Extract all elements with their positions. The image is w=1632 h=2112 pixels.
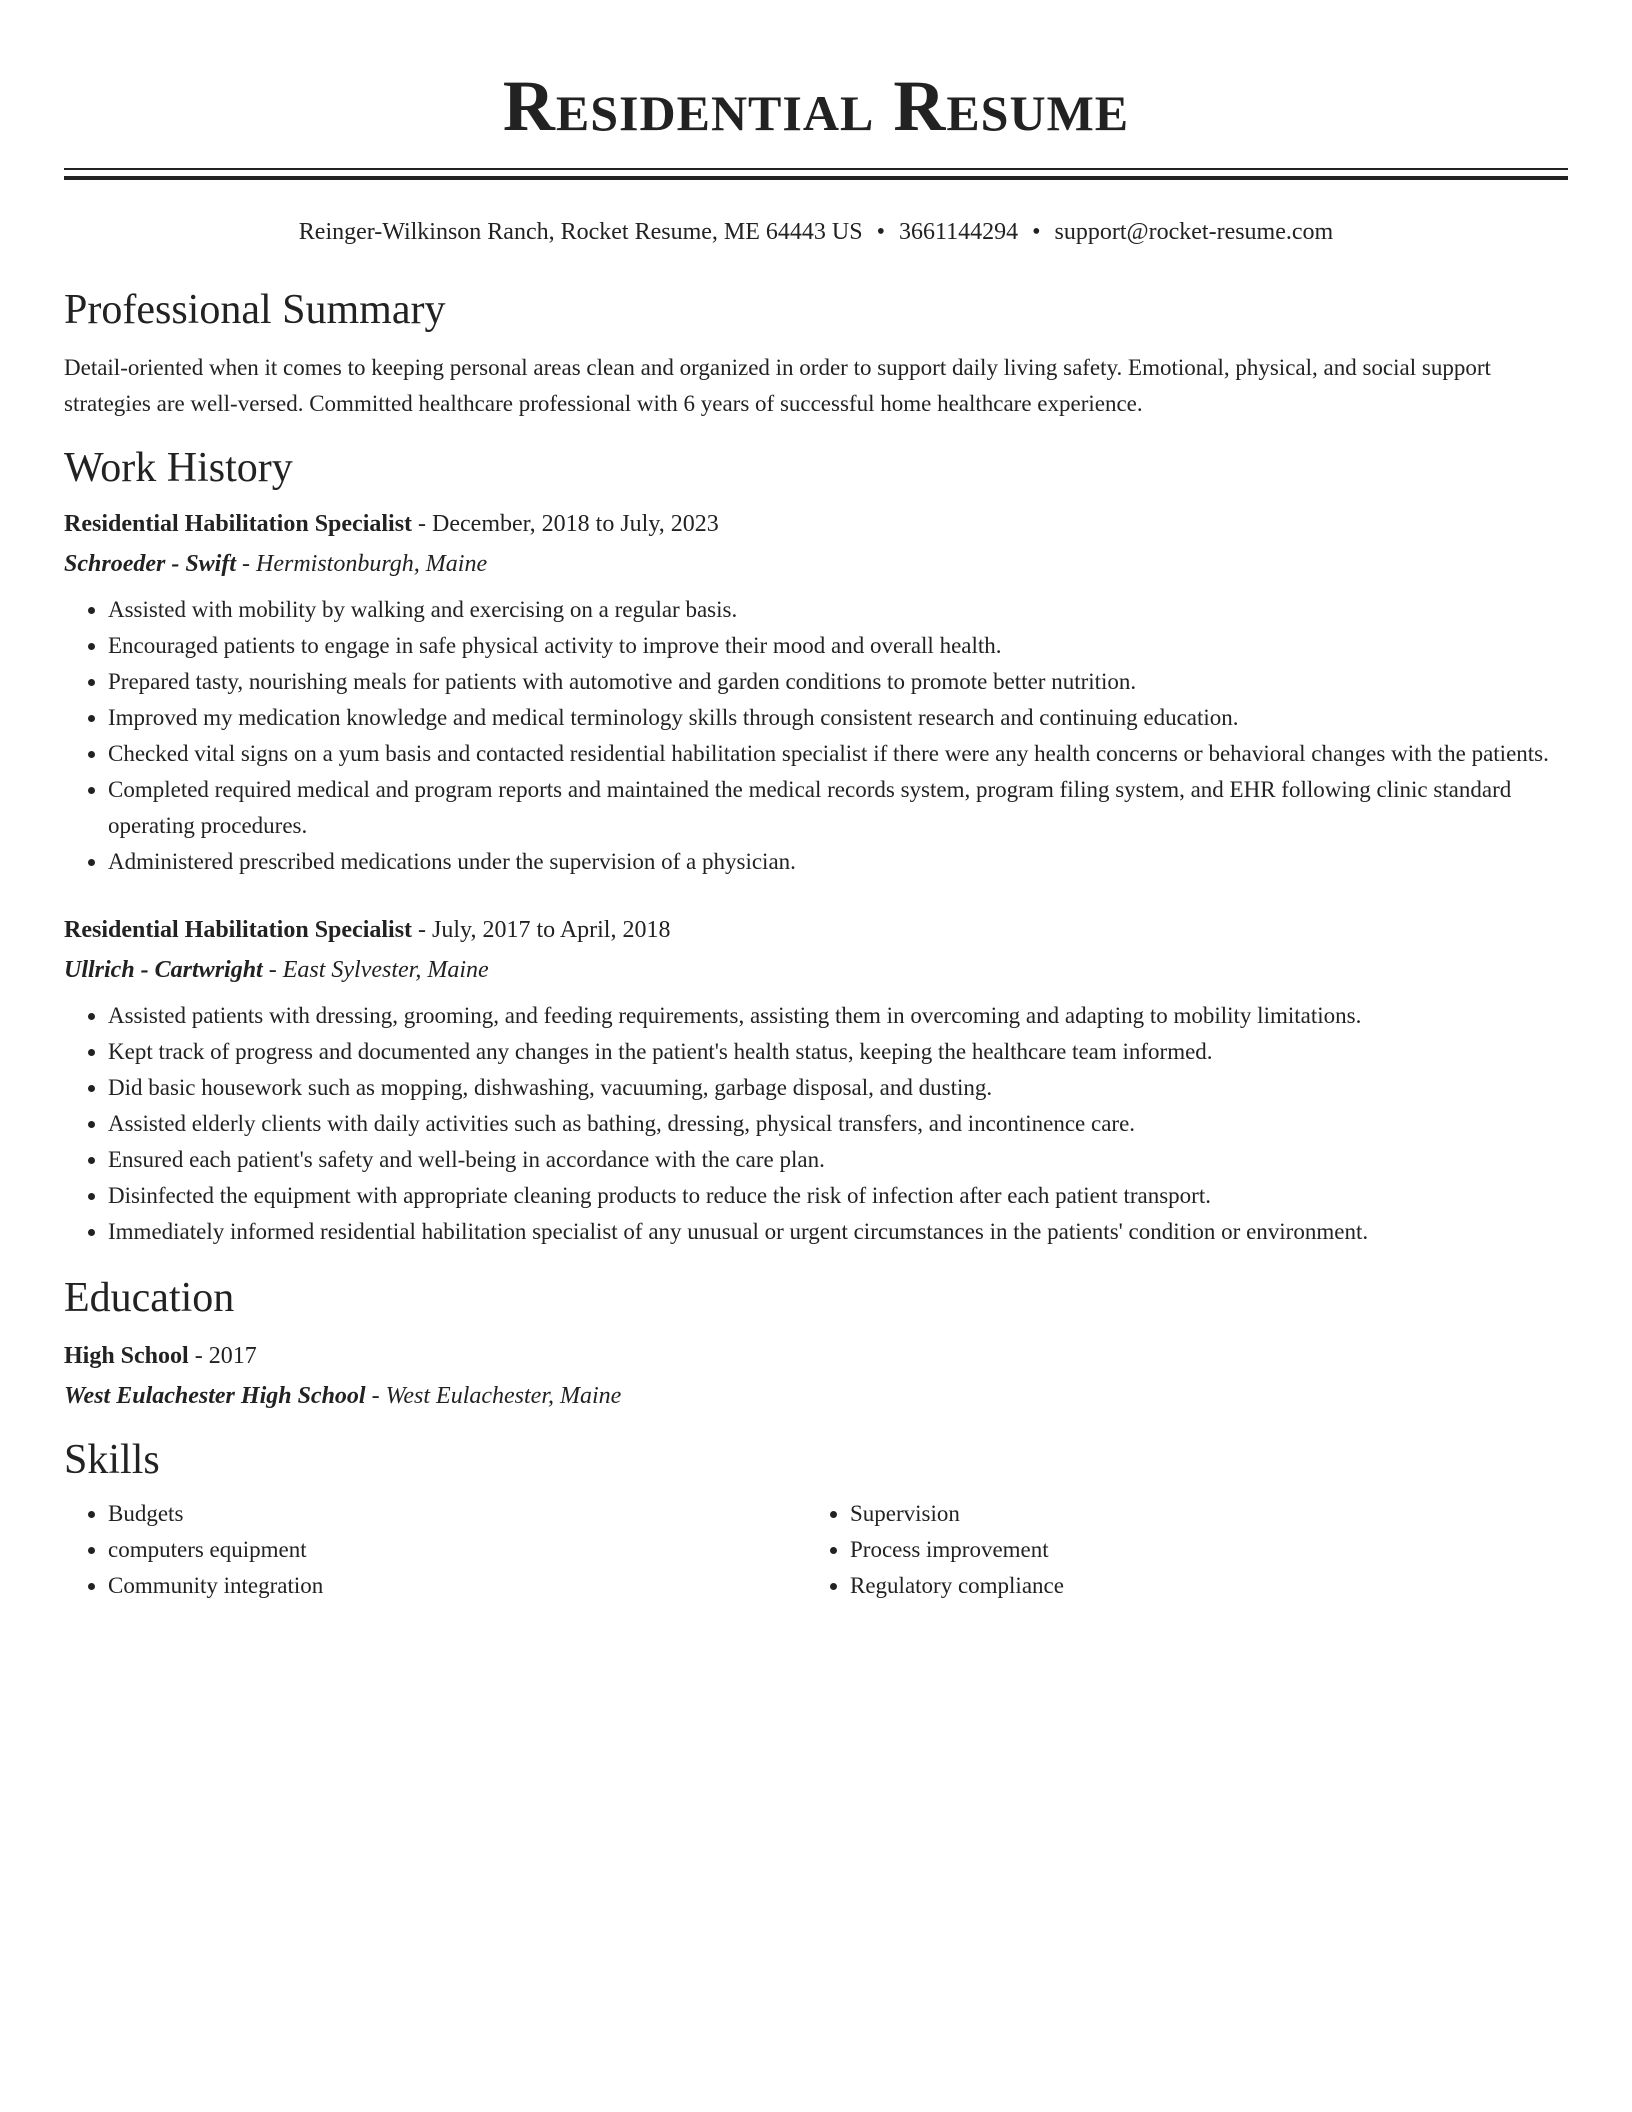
job-company-line	[64, 544, 1568, 584]
skills-columns	[64, 1496, 1568, 1604]
job-company-line	[64, 950, 1568, 990]
skills-heading: Skills	[64, 1437, 160, 1483]
job-header	[64, 910, 1568, 950]
list-item: • Prepared tasty, nourishing meals for patients with automotive and garden conditions to promote better nutrition.	[108, 664, 1568, 700]
list-item: • Kept track of progress and documented any changes in the patient's health status, keeping the healthcare team informed.	[108, 1034, 1568, 1070]
job-header	[64, 504, 1568, 544]
skill-item: • Regulatory compliance	[850, 1568, 1548, 1604]
skills-list-left	[64, 1496, 806, 1604]
header-rule-thin	[64, 168, 1568, 170]
list-item: • Disinfected the equipment with appropriate cleaning products to reduce the risk of infection after each patient transport.	[108, 1178, 1568, 1214]
contact-email: support@rocket-resume.com	[1054, 219, 1334, 245]
contact-separator: •	[1032, 219, 1041, 245]
skills-list-right	[806, 1496, 1548, 1604]
summary-text: Detail-oriented when it comes to keeping personal areas clean and organized in order to support daily living safety. Emotional, physical, and social support strategies are well-versed. Committed healthcare professional with 6 years of successful home healthcare experience.	[64, 355, 1491, 416]
list-item: • Encouraged patients to engage in safe physical activity to improve their mood and overall health.	[108, 628, 1568, 664]
skill-item: • computers equipment	[108, 1532, 806, 1568]
header-rule-thick	[64, 176, 1568, 180]
job-entry	[64, 910, 1568, 1250]
job-role: Residential Habilitation Specialist	[64, 511, 413, 537]
job-company: Schroeder - Swift	[64, 551, 237, 577]
education-entry	[64, 1336, 1568, 1416]
education-location: - West Eulachester, Maine	[365, 1383, 622, 1409]
list-item: • Assisted with mobility by walking and exercising on a regular basis.	[108, 592, 1568, 628]
resume-page	[64, 0, 1568, 1604]
list-item: • Assisted patients with dressing, grooming, and feeding requirements, assisting them in overcoming and adapting to mobility limitations.	[108, 998, 1568, 1034]
contact-separator: •	[876, 219, 885, 245]
education-header	[64, 1336, 1568, 1376]
skill-item: • Budgets	[108, 1496, 806, 1532]
list-item: • Did basic housework such as mopping, dishwashing, vacuuming, garbage disposal, and dusting.	[108, 1070, 1568, 1106]
job-entry	[64, 504, 1568, 880]
list-item: • Administered prescribed medications under the supervision of a physician.	[108, 844, 1568, 880]
contact-phone: 3661144294	[899, 219, 1019, 245]
skill-item: • Community integration	[108, 1568, 806, 1604]
list-item: • Immediately informed residential habilitation specialist of any unusual or urgent circumstances in the patients' condition or environment.	[108, 1214, 1568, 1250]
contact-line	[64, 216, 1568, 248]
list-item: • Assisted elderly clients with daily activities such as bathing, dressing, physical transfers, and incontinence care.	[108, 1106, 1568, 1142]
job-company: Ullrich - Cartwright	[64, 957, 263, 983]
list-item: • Completed required medical and program reports and maintained the medical records system, program filing system, and EHR following clinic standard operating procedures.	[108, 772, 1568, 844]
list-item: • Improved my medication knowledge and medical terminology skills through consistent research and continuing education.	[108, 700, 1568, 736]
list-item: • Ensured each patient's safety and well-being in accordance with the care plan.	[108, 1142, 1568, 1178]
education-heading: Education	[64, 1275, 235, 1321]
job-bullets	[64, 592, 1568, 880]
education-degree: High School	[64, 1343, 189, 1369]
job-location: - Hermistonburgh, Maine	[236, 551, 488, 577]
contact-address: Reinger-Wilkinson Ranch, Rocket Resume, ME 64443 US	[298, 219, 863, 245]
education-year: - 2017	[188, 1343, 257, 1369]
work-history-heading: Work History	[64, 445, 293, 491]
job-dates: - July, 2017 to April, 2018	[412, 917, 671, 943]
job-role: Residential Habilitation Specialist	[64, 917, 413, 943]
job-dates: - December, 2018 to July, 2023	[412, 511, 719, 537]
resume-name: Residential Resume	[502, 66, 1130, 146]
skill-item: • Supervision	[850, 1496, 1548, 1532]
education-school: West Eulachester High School	[64, 1383, 366, 1409]
job-bullets	[64, 998, 1568, 1250]
list-item: • Checked vital signs on a yum basis and contacted residential habilitation specialist if there were any health concerns or behavioral changes with the patients.	[108, 736, 1568, 772]
skill-item: • Process improvement	[850, 1532, 1548, 1568]
summary-heading: Professional Summary	[64, 287, 446, 333]
education-school-line	[64, 1376, 1568, 1416]
job-location: - East Sylvester, Maine	[262, 957, 489, 983]
